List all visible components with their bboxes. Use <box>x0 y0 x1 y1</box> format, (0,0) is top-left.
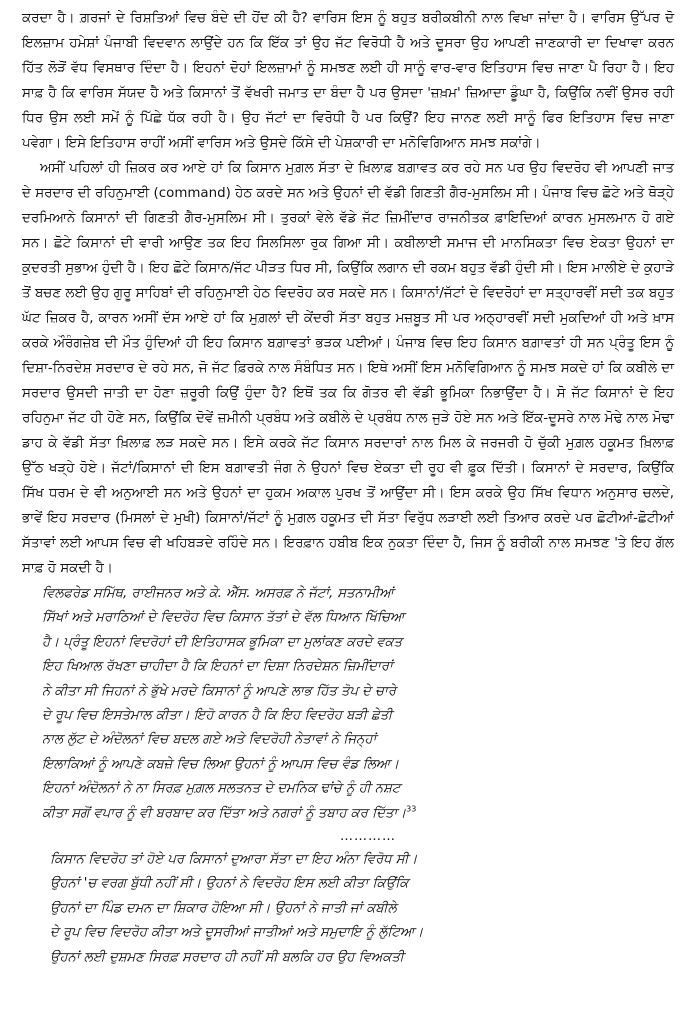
quote-line: ਉਹਨਾਂ ਦਾ ਪਿੰਡ ਦਮਨ ਦਾ ਸ਼ਿਕਾਰ ਹੋਇਆ ਸੀ। ਉਹਨਾਂ ਨੇ ਜਾਤੀ ਜਾਂ ਕਬੀਲੇ <box>50 900 397 916</box>
quote-line: ਹੈ। ਪ੍ਰੰਤੂ ਇਹਨਾਂ ਵਿਦਰੋਹਾਂ ਦੀ ਇਤਿਹਾਸਕ ਭੂਮਿਕਾ ਦਾ ਮੁਲਾਂਕਣ ਕਰਦੇ ਵਕਤ <box>42 634 403 650</box>
paragraph-1: ਕਰਦਾ ਹੈ। ਗ਼ਰਜਾਂ ਦੇ ਰਿਸ਼ਤਿਆਂ ਵਿਚ ਬੰਦੇ ਦੀ ਹੋਂਦ ਕੀ ਹੈ? ਵਾਰਿਸ ਇਸ ਨੂੰ ਬਹੁਤ ਬਰੀਕਬੀਨੀ ਨਾਲ ਵਿਖਾ ਜਾਂਦਾ ਹੈ। ਵਾਰਿਸ ਉੱਪਰ ਦੋ ਇਲਜ਼ਾਮ ਹਮੇਸ਼ਾਂ ਪੰਜਾਬੀ ਵਿਦਵਾਨ ਲਾਉਂਦੇ ਹਨ ਕਿ ਇੱਕ ਤਾਂ ਉਹ ਜੱਟ ਵਿਰੋਧੀ ਹੈ ਅਤੇ ਦੂਸਰਾ ਉਹ ਆਪਣੀ ਜਾਣਕਾਰੀ ਦਾ ਦਿਖਾਵਾ ਕਰਨ ਹਿੱਤ ਲੋੜੋਂ ਵੱਧ ਵਿਸਥਾਰ ਦਿੰਦਾ ਹੈ। ਇਹਨਾਂ ਦੋਹਾਂ ਇਲਜ਼ਾਮਾਂ ਨੂੰ ਸਮਝਣ ਲਈ ਹੀ ਸਾਨੂੰ ਵਾਰ-ਵਾਰ ਇਤਿਹਾਸ ਵਿਚ ਜਾਣਾ ਪੈ ਰਿਹਾ ਹੈ। ਇਹ ਸਾਫ਼ ਹੈ ਕਿ ਵਾਰਿਸ ਸੱਯਦ ਹੈ ਅਤੇ ਕਿਸਾਨਾਂ ਤੋਂ ਵੱਖਰੀ ਜਮਾਤ ਦਾ ਬੰਦਾ ਹੈ ਪਰ ਉਸਦਾ 'ਜ਼ਖ਼ਮ' ਜ਼ਿਆਦਾ ਡੂੰਘਾ ਹੈ, ਕਿਉਂਕਿ ਨਵੀਂ ਉਸਰ ਰਹੀ ਧਿਰ ਉਸ ਲਈ ਸਮੇਂ ਨੂੰ ਪਿੱਛੇ ਧੱਕ ਰਹੀ ਹੈ। ਉਹ ਜੱਟਾਂ ਦਾ ਵਿਰੋਧੀ ਹੈ ਪਰ ਕਿਉਂ? ਇਹ ਜਾਨਣ ਲਈ ਸਾਨੂੰ ਫਿਰ ਇਤਿਹਾਸ ਵਿਚ ਜਾਣਾ ਪਵੇਗਾ। ਇਸੇ ਇਤਿਹਾਸ ਰਾਹੀਂ ਅਸੀਂ ਵਾਰਿਸ ਅਤੇ ਉਸਦੇ ਕਿੱਸੇ ਦੀ ਪੇਸ਼ਕਾਰੀ ਦਾ ਮਨੋਵਿਗਿਆਨ ਸਮਝ ਸਕਾਂਗੇ। <box>22 11 674 151</box>
quote-line: ਇਹਨਾਂ ਅੰਦੋਲਨਾਂ ਨੇ ਨਾ ਸਿਰਫ਼ ਮੁਗ਼ਲ ਸਲਤਨਤ ਦੇ ਦਮਨਿਕ ਢਾਂਚੇ ਨੂੰ ਹੀ ਨਸ਼ਟ <box>42 781 401 797</box>
ellipsis-separator: ………… <box>340 829 396 845</box>
footnote-reference: 33 <box>406 804 417 814</box>
quote-line: ਉਹਨਾਂ 'ਚ ਵਰਗ ਬੁੱਧੀ ਨਹੀਂ ਸੀ। ਉਹਨਾਂ ਨੇ ਵਿਦਰੋਹ ਇਸ ਲਈ ਕੀਤਾ ਕਿਉਂਕਿ <box>50 876 409 892</box>
block-quote-2 <box>22 848 674 970</box>
quote-line-text: ਕੀਤਾ ਸਗੋਂ ਵਪਾਰ ਨੂੰ ਵੀ ਬਰਬਾਦ ਕਰ ਦਿੱਤਾ ਅਤੇ ਨਗਰਾਂ ਨੂੰ ਤਬਾਹ ਕਰ ਦਿੱਤਾ। <box>42 805 407 821</box>
quote-line: ਦੇ ਰੂਪ ਵਿਚ ਇਸਤੇਮਾਲ ਕੀਤਾ। ਇਹੋ ਕਾਰਨ ਹੈ ਕਿ ਇਹ ਵਿਦਰੋਹ ਬੜੀ ਛੇਤੀ <box>42 708 393 724</box>
quote-line: ਇਲਾਕਿਆਂ ਨੂੰ ਆਪਣੇ ਕਬਜ਼ੇ ਵਿਚ ਲਿਆ ਉਹਨਾਂ ਨੂੰ ਆਪਸ ਵਿਚ ਵੰਡ ਲਿਆ। <box>42 756 400 772</box>
paragraph-2: ਅਸੀਂ ਪਹਿਲਾਂ ਹੀ ਜ਼ਿਕਰ ਕਰ ਆਏ ਹਾਂ ਕਿ ਕਿਸਾਨ ਮੁਗ਼ਲ ਸੱਤਾ ਦੇ ਖ਼ਿਲਾਫ਼ ਬਗ਼ਾਵਤ ਕਰ ਰਹੇ ਸਨ ਪਰ ਉਹ ਵਿਦਰੋਹ ਵੀ ਆਪਣੀ ਜਾਤ ਦੇ ਸਰਦਾਰ ਦੀ ਰਹਿਨੁਮਾਈ (command) ਹੇਠ ਕਰਦੇ ਸਨ ਅਤੇ ਉਹਨਾਂ ਦੀ ਵੱਡੀ ਗਿਣਤੀ ਗੈਰ-ਮੁਸਲਿਮ ਸੀ। ਪੰਜਾਬ ਵਿਚ ਛੋਟੇ ਅਤੇ ਥੋੜ੍ਹੇ ਦਰਮਿਆਨੇ ਕਿਸਾਨਾਂ ਦੀ ਗਿਣਤੀ ਗੈਰ-ਮੁਸਲਿਮ ਸੀ। ਤੁਰਕਾਂ ਵੇਲੇ ਵੱਡੇ ਜੱਟ ਜ਼ਿਮੀਂਦਾਰ ਰਾਜਨੀਤਕ ਫ਼ਾਇਦਿਆਂ ਕਾਰਨ ਮੁਸਲਮਾਨ ਹੋ ਗਏ ਸਨ। ਛੋਟੇ ਕਿਸਾਨਾਂ ਦੀ ਵਾਰੀ ਆਉਣ ਤਕ ਇਹ ਸਿਲਸਿਲਾ ਰੁਕ ਗਿਆ ਸੀ। ਕਬੀਲਾਈ ਸਮਾਜ ਦੀ ਮਾਨਸਿਕਤਾ ਵਿਚ ਏਕਤਾ ਉਹਨਾਂ ਦਾ ਕੁਦਰਤੀ ਸੁਭਾਅ ਹੁੰਦੀ ਹੈ। ਇਹ ਛੋਟੇ ਕਿਸਾਨ/ਜੱਟ ਪੀੜਤ ਧਿਰ ਸੀ, ਕਿਉਂਕਿ ਲਗਾਨ ਦੀ ਰਕਮ ਬਹੁਤ ਵੱਡੀ ਹੁੰਦੀ ਸੀ। ਇਸ ਮਾਲੀਏ ਦੇ ਕੁਹਾੜੇ ਤੋਂ ਬਚਣ ਲਈ ਉਹ ਗੁਰੂ ਸਾਹਿਬਾਂ ਦੀ ਰਹਿਨੁਮਾਈ ਹੇਠ ਵਿਦਰੋਹ ਕਰ ਸਕਦੇ ਸਨ। ਕਿਸਾਨਾਂ/ਜੱਟਾਂ ਦੇ ਵਿਦਰੋਹਾਂ ਦਾ ਸਤ੍ਹਾਰਵੀਂ ਸਦੀ ਤਕ ਬਹੁਤ ਘੱਟ ਜ਼ਿਕਰ ਹੈ, ਕਾਰਨ ਅਸੀਂ ਦੱਸ ਆਏ ਹਾਂ ਕਿ ਮੁਗ਼ਲਾਂ ਦੀ ਕੇਂਦਰੀ ਸੱਤਾ ਬਹੁਤ ਮਜ਼ਬੂਤ ਸੀ ਪਰ ਅਠ੍ਹਾਰਵੀਂ ਸਦੀ ਮੁਕਦਿਆਂ ਹੀ ਅਤੇ ਖ਼ਾਸ ਕਰਕੇ ਔਰੰਗਜ਼ੇਬ ਦੀ ਮੌਤ ਹੁੰਦਿਆਂ ਹੀ ਇਹ ਕਿਸਾਨ ਬਗ਼ਾਵਤਾਂ ਭੜਕ ਪਈਆਂ। ਪੰਜਾਬ ਵਿਚ ਇਹ ਕਿਸਾਨ ਬਗ਼ਾਵਤਾਂ ਹੀ ਸਨ ਪ੍ਰੰਤੂ ਇਸ ਨੂੰ ਦਿਸ਼ਾ-ਨਿਰਦੇਸ਼ ਸਰਦਾਰ ਦੇ ਰਹੇ ਸਨ, ਜੋ ਜੱਟ ਫ਼ਿਰਕੇ ਨਾਲ ਸੰਬੰਧਿਤ ਸਨ। ਇਥੇ ਅਸੀਂ ਇਸ ਮਨੋਵਿਗਿਆਨ ਨੂੰ ਸਮਝ ਸਕਦੇ ਹਾਂ ਕਿ ਕਬੀਲੇ ਦਾ ਸਰਦਾਰ ਉਸਦੀ ਜਾਤੀ ਦਾ ਹੋਣਾ ਜ਼ਰੂਰੀ ਕਿਉਂ ਹੁੰਦਾ ਹੈ? ਇਥੋਂ ਤਕ ਕਿ ਗੋਤਰ ਵੀ ਵੱਡੀ ਭੂਮਿਕਾ ਨਿਭਾਉਂਦਾ ਹੈ। ਸੋ ਜੱਟ ਕਿਸਾਨਾਂ ਦੇ ਇਹ ਰਹਿਨੁਮਾ ਜੱਟ ਹੀ ਹੋਣੇ ਸਨ, ਕਿਉਂਕਿ ਦੋਵੇਂ ਜ਼ਮੀਨੀ ਪ੍ਰਬੰਧ ਅਤੇ ਕਬੀਲੇ ਦੇ ਪ੍ਰਬੰਧ ਨਾਲ ਜੁੜੇ ਹੋਏ ਸਨ ਅਤੇ ਇੱਕ-ਦੂਸਰੇ ਨਾਲ ਮੋਢੇ ਨਾਲ ਮੋਢਾ ਡਾਹ ਕੇ ਵੱਡੀ ਸੱਤਾ ਖ਼ਿਲਾਫ਼ ਲੜ ਸਕਦੇ ਸਨ। ਇਸੇ ਕਰਕੇ ਜੱਟ ਕਿਸਾਨ ਸਰਦਾਰਾਂ ਨਾਲ ਮਿਲ ਕੇ ਜਰਜਰੀ ਹੋ ਚੁੱਕੀ ਮੁਗ਼ਲ ਹਕੂਮਤ ਖ਼ਿਲਾਫ਼ ਉੱਠ ਖੜ੍ਹੇ ਹੋਏ। ਜੱਟਾਂ/ਕਿਸਾਨਾਂ ਦੀ ਇਸ ਬਗ਼ਾਵਤੀ ਜੰਗ ਨੇ ਉਹਨਾਂ ਵਿਚ ਏਕਤਾ ਦੀ ਰੂਹ ਵੀ ਫ਼ੂਕ ਦਿੱਤੀ। ਕਿਸਾਨਾਂ ਦੇ ਸਰਦਾਰ, ਕਿਉਂਕਿ ਸਿੱਖ ਧਰਮ ਦੇ ਵੀ ਅਨੁਆਈ ਸਨ ਅਤੇ ਉਹਨਾਂ ਦਾ ਹੁਕਮ ਅਕਾਲ ਪੁਰਖ ਤੋਂ ਆਉਂਦਾ ਸੀ। ਇਸ ਕਰਕੇ ਉਹ ਸਿੱਖ ਵਿਧਾਨ ਅਨੁਸਾਰ ਚਲਦੇ, ਭਾਵੇਂ ਇਹ ਸਰਦਾਰ (ਮਿਸਲਾਂ ਦੇ ਮੁਖੀ) ਕਿਸਾਨਾਂ/ਜੱਟਾਂ ਨੂੰ ਮੁਗ਼ਲ ਹਕੂਮਤ ਦੀ ਸੱਤਾ ਵਿਰੁੱਧ ਲੜਾਈ ਲਈ ਤਿਆਰ ਕਰਦੇ ਪਰ ਛੋਟੀਆਂ-ਛੋਟੀਆਂ ਸੱਤਾਵਾਂ ਲਈ ਆਪਸ ਵਿਚ ਵੀ ਖਹਿਬੜਦੇ ਰਹਿੰਦੇ ਸਨ। ਇਰਫ਼ਾਨ ਹਬੀਬ ਇਕ ਨੁਕਤਾ ਦਿੰਦਾ ਹੈ, ਜਿਸ ਨੂੰ ਬਰੀਕੀ ਨਾਲ ਸਮਝਣ 'ਤੇ ਇਹ ਗੱਲ ਸਾਫ਼ ਹੋ ਸਕਦੀ ਹੈ। <box>22 161 674 576</box>
quote-line: ਕਿਸਾਨ ਵਿਦਰੋਹ ਤਾਂ ਹੋਏ ਪਰ ਕਿਸਾਨਾਂ ਦੁਆਰਾ ਸੱਤਾ ਦਾ ਇਹ ਅੰਨਾ ਵਿਰੋਧ ਸੀ। <box>50 852 418 868</box>
quote-line-last <box>42 802 674 826</box>
quote-line: ਵਿਲਫਰੇਡ ਸਮਿੱਥ, ਰਾਈਜਨਰ ਅਤੇ ਕੇ. ਐੱਸ. ਅਸਰਫ਼ ਨੇ ਜੱਟਾਂ, ਸਤਨਾਮੀਆਂ <box>42 586 394 601</box>
quote-line: ਇਹ ਖਿਆਲ ਰੱਖਣਾ ਚਾਹੀਦਾ ਹੈ ਕਿ ਇਹਨਾਂ ਦਾ ਦਿਸ਼ਾ ਨਿਰਦੇਸ਼ਨ ਜ਼ਿਮੀਂਦਾਰਾਂ <box>42 659 393 675</box>
quote-line: ਸਿੱਖਾਂ ਅਤੇ ਮਰਾਠਿਆਂ ਦੇ ਵਿਦਰੋਹ ਵਿਚ ਕਿਸਾਨ ਤੱਤਾਂ ਦੇ ਵੱਲ ਧਿਆਨ ਖਿੱਚਿਆ <box>42 610 405 626</box>
quote-line: ਨੇ ਕੀਤਾ ਸੀ ਜਿਹਨਾਂ ਨੇ ਭੁੱਖੇ ਮਰਦੇ ਕਿਸਾਨਾਂ ਨੂੰ ਆਪਣੇ ਲਾਭ ਹਿੱਤ ਤੋਪ ਦੇ ਚਾਰੇ <box>42 683 396 699</box>
quote-line: ਉਹਨਾਂ ਲਈ ਦੁਸ਼ਮਣ ਸਿਰਫ਼ ਸਰਦਾਰ ਹੀ ਨਹੀਂ ਸੀ ਬਲਕਿ ਹਰ ਉਹ ਵਿਅਕਤੀ <box>50 949 404 965</box>
quote-line: ਨਾਲ ਲੁੱਟ ਦੇ ਅੰਦੋਲਨਾਂ ਵਿਚ ਬਦਲ ਗਏ ਅਤੇ ਵਿਦਰੋਹੀ ਨੇਤਾਵਾਂ ਨੇ ਜਿਨ੍ਹਾਂ <box>42 732 377 748</box>
block-quote-1 <box>22 582 674 826</box>
quote-line: ਦੇ ਰੂਪ ਵਿਚ ਵਿਦਰੋਹ ਕੀਤਾ ਅਤੇ ਦੂਸਰੀਆਂ ਜਾਤੀਆਂ ਅਤੇ ਸਮੁਦਾਇ ਨੂੰ ਲੁੱਟਿਆ। <box>50 925 424 941</box>
